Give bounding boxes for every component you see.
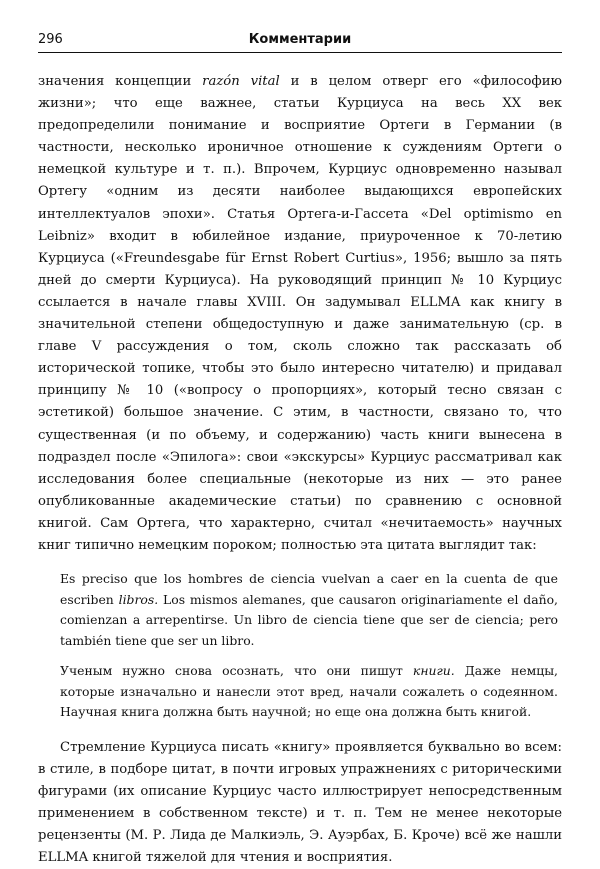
spanish-quote-italic-word: libros. <box>118 591 159 607</box>
commentary-paragraph-1 <box>38 71 562 557</box>
spanish-quote-text-b: Los mismos alemanes, que causaron originariamente el daño, comienzan a arrepentirse. Un libro de ciencia tiene que ser de ciencia; pero también tiene que ser un libro. <box>60 591 558 648</box>
running-title: Комментарии <box>248 32 352 47</box>
russian-quote-text-a: Ученым нужно снова осознать, что они пишут <box>60 663 413 679</box>
russian-quote-text-b: Даже немцы, которые изначально и нанесли этот вред, начали сожалеть о содеянном. Научная книга должна быть научной; но еще она должна быть книгой. <box>60 663 558 720</box>
header-rule <box>38 52 562 53</box>
page-header <box>38 30 562 50</box>
paragraph-1-text-a: значения концепции <box>38 74 203 89</box>
commentary-paragraph-2: Стремление Курциуса писать «книгу» проявляется буквально во всем: в стиле, в подборе цитат, в почти игровых упражнениях с риторическими фигурами (их описание Курциус часто иллюстрирует непосредственным применением в собственном тексте) и т. п. Тем не менее некоторые рецензенты (М. Р. Лида де Малкиэль, Э. Ауэрбах, Б. Кроче) всё же нашли ELLMA книгой тяжелой для чтения и восприятия. <box>38 739 562 866</box>
spanish-quote <box>60 569 558 651</box>
russian-quote-italic-word: книги. <box>412 663 455 679</box>
paragraph-1-italic-term: razón vital <box>202 74 280 89</box>
russian-translation-quote <box>60 661 558 723</box>
page-number: 296 <box>38 32 63 47</box>
book-page <box>38 30 562 869</box>
paragraph-1-text-b: и в целом отверг его «философию жизни»; что еще важнее, статьи Курциуса на весь XX век предопределили понимание и восприятие Ортеги в Германии (в частности, несколько ироничное отношение к суждениям Ортеги о немецкой культуре и т. п.). Впрочем, Курциус одновременно называл Ортегу «одним из десяти наиболее выдающихся европейских интеллектуалов эпохи». Статья Ортега-и-Гассета «Del optimismo en Leibniz» входит в юбилейное издание, приуроченное к 70-летию Курциуса («Freundesgabe für Ernst Robert Curtius», 1956; вышло за пять дней до смерти Курциуса). На руководящий принцип № 10 Курциус ссылается в начале главы XVIII. Он задумывал ELLMA как книгу в значительной степени общедоступную и даже занимательную (ср. в главе V рассуждения о том, сколь сложно так рассказать об исторической топике, чтобы это было интересно читателю) и придавал принципу № 10 («вопросу о пропорциях», который тесно связан с эстетикой) большое значение. С этим, в частности, связано то, что существенная (и по объему, и содержанию) часть книги вынесена в подраздел после «Эпилога»: свои «экскурсы» Курциус рассматривал как исследования более специальные (некоторые из них — это ранее опубликованные академические статьи) по сравнению с основной книгой. Сам Ортега, что характерно, считал «нечитаемость» научных книг типично немецким пороком; полностью эта цитата выглядит так: <box>38 74 562 553</box>
spanish-quote-text-a: Es preciso que los hombres de ciencia vuelvan a caer en la cuenta de que escriben <box>60 571 558 607</box>
